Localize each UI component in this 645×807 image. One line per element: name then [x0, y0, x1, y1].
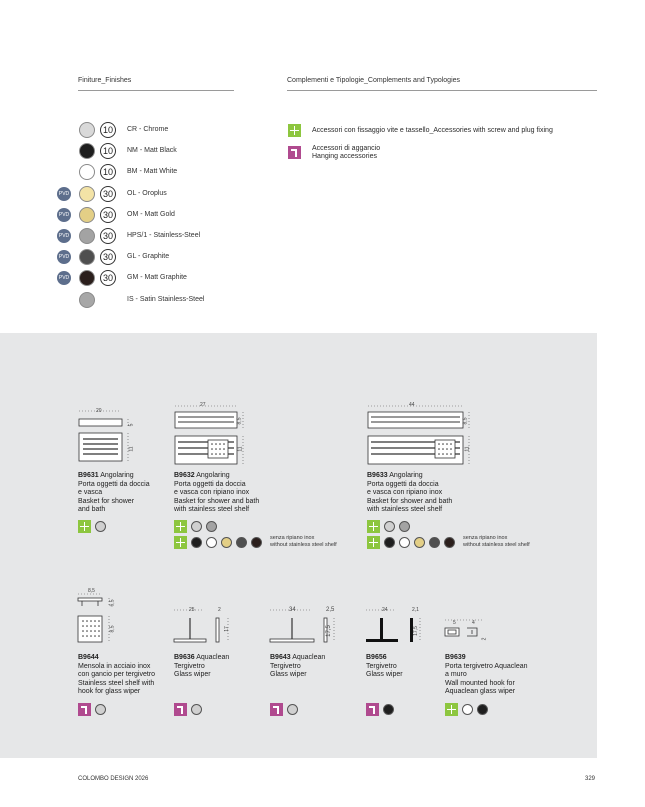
finish-swatch: [79, 122, 95, 138]
b9639-finish-white: [462, 704, 473, 715]
screw-plug-icon: [288, 124, 301, 137]
b9632-text: [174, 472, 259, 515]
warranty-years-badge: 10: [100, 122, 116, 138]
b9644-dim-width: 8,5: [88, 588, 95, 594]
b9632-note: [270, 535, 337, 549]
b9632-dim-height: 11: [237, 446, 244, 452]
b9639-line-3: Wall mounted hook for: [445, 679, 515, 687]
b9631-line-3: Basket for shower: [78, 497, 135, 505]
b9636-code: B9636: [174, 654, 195, 661]
b9633-finish-matt-graphite: [444, 537, 455, 548]
b9639-line-1: Porta tergivetro Aquaclean: [445, 662, 528, 670]
finish-label: NM - Matt Black: [127, 147, 177, 154]
b9644-text: [78, 654, 155, 697]
b9632-line-2: e vasca con ripiano inox: [174, 489, 250, 496]
finish-label: OM - Matt Gold: [127, 211, 175, 218]
b9639-dim-height: 2: [481, 637, 488, 641]
b9633-screw-icon: [367, 520, 380, 533]
b9636-finish-chrome: [191, 704, 202, 715]
b9656-text: [366, 654, 403, 680]
pvd-badge: PVD: [57, 229, 71, 243]
b9656-code: B9656: [366, 654, 387, 661]
b9632-finish-graphite: [236, 537, 247, 548]
b9639-finish-black: [477, 704, 488, 715]
warranty-years-badge: 30: [100, 249, 116, 265]
b9644-hanging-icon: [78, 703, 91, 716]
warranty-years-badge: 30: [100, 270, 116, 286]
warranty-years-badge: 10: [100, 164, 116, 180]
b9633-dim-width: 44: [409, 402, 415, 408]
b9632-finish-black: [191, 537, 202, 548]
b9633-code: B9633: [367, 472, 388, 479]
b9643-drawing: [268, 606, 348, 646]
b9644-finish-chrome: [95, 704, 106, 715]
b9644-line-3: Stainless steel shelf with: [78, 679, 155, 687]
b9631-line-4: and bath: [78, 506, 106, 513]
b9656-line-1: Tergivetro: [366, 662, 397, 670]
b9656-finish-black: [383, 704, 394, 715]
b9632-note-2: without stainless steel shelf: [270, 542, 337, 548]
b9633-text: [367, 472, 452, 515]
b9656-drawing: [364, 606, 434, 646]
b9636-dim-height: 17: [223, 626, 230, 632]
b9643-text: [270, 654, 325, 680]
hanging-icon: [288, 146, 301, 159]
b9656-dim-height: 17,5: [412, 626, 419, 636]
b9656-line-2: Glass wiper: [366, 671, 403, 678]
pvd-badge: PVD: [57, 187, 71, 201]
b9636-name: Aquaclean: [196, 654, 230, 661]
b9633-dim-height: 11: [464, 446, 471, 452]
b9632-finish-matt-graphite: [251, 537, 262, 548]
warranty-years-badge: 30: [100, 228, 116, 244]
b9631-finish-chrome: [95, 521, 106, 532]
warranty-years-badge: 10: [100, 143, 116, 159]
finish-swatch: [79, 270, 95, 286]
warranty-years-badge: 30: [100, 207, 116, 223]
finish-label: OL - Oroplus: [127, 190, 167, 197]
b9631-code: B9631: [78, 472, 99, 479]
b9632-drawing: [172, 400, 252, 470]
b9656-dim-depth: 2,1: [412, 607, 419, 613]
complement-hanging-text2: Hanging accessories: [312, 153, 377, 160]
b9643-finish-chrome: [287, 704, 298, 715]
b9639-code: B9639: [445, 654, 466, 661]
finish-label: IS - Satin Stainless-Steel: [127, 296, 205, 303]
b9632-line-4: with stainless steel shelf: [174, 506, 250, 513]
b9639-dim-depth: 4: [472, 620, 475, 626]
b9631-screw-icon: [78, 520, 91, 533]
b9636-line-2: Glass wiper: [174, 671, 211, 678]
b9632-dim-width: 27: [200, 402, 206, 408]
b9644-dim-height: 8,5: [109, 625, 116, 633]
finish-swatch: [79, 207, 95, 223]
pvd-badge: PVD: [57, 208, 71, 222]
b9633-drawing: [365, 400, 475, 470]
b9632-screw-icon: [174, 520, 187, 533]
b9632-name: Angolaring: [196, 472, 230, 479]
b9632-dim-depth: 8,5: [236, 417, 243, 425]
b9636-hanging-icon: [174, 703, 187, 716]
b9633-name: Angolaring: [389, 472, 423, 479]
b9633-note-2: without stainless steel shelf: [463, 542, 530, 548]
b9632-note-1: senza ripiano inox: [270, 535, 315, 541]
b9632-screw-icon-2: [174, 536, 187, 549]
b9633-finish-stainless: [399, 521, 410, 532]
finish-swatch: [79, 143, 95, 159]
b9631-name: Angolaring: [100, 472, 134, 479]
complements-rule: [287, 90, 597, 91]
b9656-hanging-icon: [366, 703, 379, 716]
b9643-line-1: Tergivetro: [270, 662, 301, 670]
b9631-drawing: [76, 405, 138, 467]
b9636-dim-depth: 2: [218, 607, 221, 613]
b9633-finish-white: [399, 537, 410, 548]
complements-header: Complementi e Tipologie_Complements and Typologies: [287, 77, 461, 84]
b9639-dim-width: 5: [453, 620, 456, 626]
b9643-dim-depth: 2,5: [326, 607, 335, 613]
b9643-code: B9643: [270, 654, 291, 661]
b9631-dim-height: 11: [128, 446, 135, 452]
b9633-note-1: senza ripiano inox: [463, 535, 508, 541]
b9632-finish-white: [206, 537, 217, 548]
b9644-line-4: hook for glass wiper: [78, 688, 141, 695]
b9644-line-2: con gancio per tergivetro: [78, 671, 156, 678]
complement-hanging-text1: Accessori di aggancio: [312, 145, 381, 152]
finish-label: BM - Matt White: [127, 168, 178, 175]
b9633-line-2: e vasca con ripiano inox: [367, 489, 443, 496]
b9644-code: B9644: [78, 654, 99, 661]
warranty-years-badge: 30: [100, 186, 116, 202]
b9632-line-3: Basket for shower and bath: [174, 497, 260, 505]
b9633-note: [463, 535, 530, 549]
b9636-drawing: [172, 606, 242, 646]
b9636-line-1: Tergivetro: [174, 662, 205, 670]
b9644-dim-depth: 6,5: [109, 599, 116, 607]
b9633-line-4: with stainless steel shelf: [367, 506, 443, 513]
b9644-drawing: [76, 588, 126, 648]
b9631-text: [78, 472, 150, 515]
b9639-text: [445, 654, 528, 697]
b9632-finish-stainless: [206, 521, 217, 532]
b9643-dim-width: 34: [289, 607, 296, 613]
b9631-dim-depth: 5: [128, 423, 135, 427]
b9643-line-2: Glass wiper: [270, 671, 307, 678]
finish-swatch: [79, 164, 95, 180]
complement-screw-text: Accessori con fissaggio vite e tassello_Accessories with screw and plug fixing: [312, 127, 553, 134]
b9643-name: Aquaclean: [292, 654, 326, 661]
b9633-finish-graphite: [429, 537, 440, 548]
finishes-rule: [78, 90, 234, 91]
footer-brand: COLOMBO DESIGN 2026: [78, 776, 149, 782]
finish-swatch: [79, 292, 95, 308]
finishes-header: Finiture_Finishes: [78, 77, 132, 84]
b9632-finish-chrome: [191, 521, 202, 532]
b9631-dim-width: 20: [96, 408, 102, 414]
footer-page-number: 329: [585, 776, 596, 782]
finish-swatch: [79, 249, 95, 265]
b9633-finish-black: [384, 537, 395, 548]
b9639-screw-icon: [445, 703, 458, 716]
finish-label: GM - Matt Graphite: [127, 274, 187, 281]
b9636-text: [174, 654, 229, 680]
b9633-finish-gold: [414, 537, 425, 548]
pvd-badge: PVD: [57, 271, 71, 285]
finish-label: CR - Chrome: [127, 126, 169, 133]
b9639-line-4: Aquaclean glass wiper: [445, 688, 516, 695]
b9643-hanging-icon: [270, 703, 283, 716]
b9633-line-3: Basket for shower and bath: [367, 497, 453, 505]
b9633-dim-depth: 8,5: [462, 417, 469, 425]
b9632-line-1: Porta oggetti da doccia: [174, 480, 246, 488]
b9633-finish-chrome: [384, 521, 395, 532]
finish-swatch: [79, 186, 95, 202]
b9632-code: B9632: [174, 472, 195, 479]
finish-label: GL - Graphite: [127, 253, 170, 260]
pvd-badge: PVD: [57, 250, 71, 264]
b9631-line-1: Porta oggetti da doccia: [78, 480, 150, 488]
b9631-line-2: e vasca: [78, 489, 103, 496]
b9644-line-1: Mensola in acciaio inox: [78, 662, 151, 670]
b9636-dim-width: 25: [189, 607, 195, 613]
b9639-line-2: a muro: [445, 671, 467, 678]
finish-label: HPS/1 - Stainless-Steel: [127, 232, 201, 239]
b9633-line-1: Porta oggetti da doccia: [367, 480, 439, 488]
b9633-screw-icon-2: [367, 536, 380, 549]
b9643-dim-height: 17,5: [325, 625, 332, 637]
b9632-finish-gold: [221, 537, 232, 548]
finish-swatch: [79, 228, 95, 244]
b9656-dim-width: 24: [382, 607, 388, 613]
